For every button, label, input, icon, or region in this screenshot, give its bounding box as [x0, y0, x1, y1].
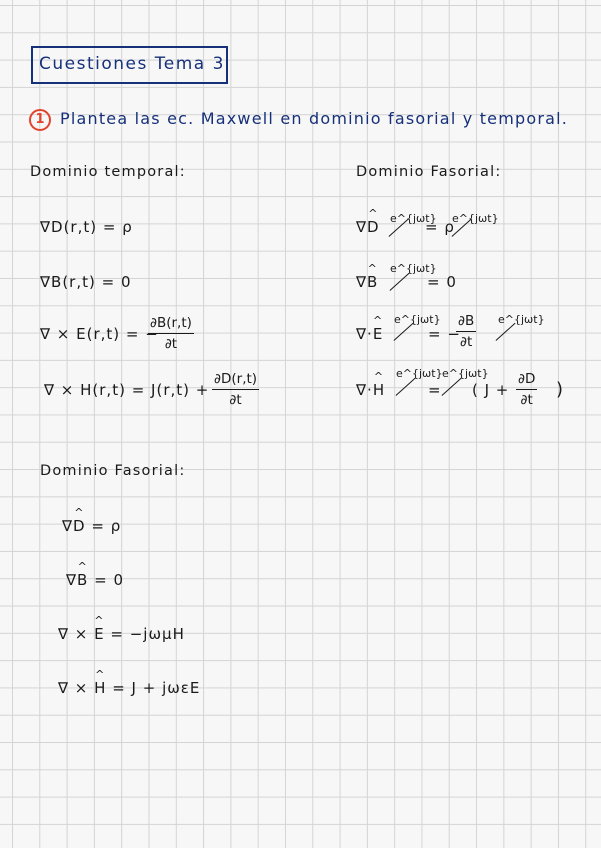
phasor-exponential-term: e^{jωt} [390, 212, 437, 225]
fraction-denominator: ∂t [459, 334, 473, 350]
h-hat: ^ H [94, 679, 106, 697]
temporal-eq-gauss-e: ∇D(r,t) = ρ [40, 218, 133, 236]
fasorial-bottom-eq3: ∇ × ^ E = −jωμH [58, 625, 185, 643]
phasor-exponential-term: e^{jωt} [390, 262, 437, 275]
d-hat: ^ D [367, 218, 380, 236]
d-hat: ^ D [73, 517, 86, 535]
fasorial-right-eq4-lhs: ∇·^ H [356, 381, 385, 399]
temporal-eq-ampere-lhs: ∇ × H(r,t) = J(r,t) + [44, 381, 210, 399]
h-hat: ^ H [373, 381, 385, 399]
question-number-badge: 1 [29, 109, 51, 131]
fasorial-right-heading: Dominio Fasorial: [356, 164, 502, 180]
b-hat: ^ B [367, 273, 378, 291]
fasorial-right-eq3-fraction [456, 313, 476, 350]
phasor-exponential-term: e^{jωt} [394, 313, 441, 326]
fraction-numerator: ∂D(r,t) [214, 371, 258, 387]
question-text: Plantea las ec. Maxwell en dominio fasorial y temporal. [60, 109, 569, 128]
temporal-eq-faraday-lhs: ∇ × E(r,t) = − [40, 325, 159, 343]
eq-rhs: = J + jωεE [112, 679, 201, 697]
fasorial-right-eq1-lhs: ∇^ D [356, 218, 380, 236]
fasorial-right-eq4-paren-open: ( J + [472, 381, 510, 399]
cancel-stroke [390, 273, 410, 291]
phasor-exponential-term: e^{jωt} [498, 313, 545, 326]
fraction-numerator: ∂B [458, 313, 475, 329]
fasorial-bottom-eq1: ∇^ D = ρ [62, 517, 121, 535]
e-hat: ^ E [94, 625, 104, 643]
e-hat: ^ E [373, 325, 383, 343]
fasorial-right-eq3-lhs: ∇·^ E [356, 325, 383, 343]
fraction-bar [148, 333, 194, 334]
phasor-exponential-term: e^{jωt} [396, 367, 443, 380]
fraction-numerator: ∂B(r,t) [150, 315, 192, 331]
fasorial-right-eq2-lhs: ∇^ B [356, 273, 378, 291]
fasorial-right-eq2-rhs: = 0 [427, 273, 457, 291]
fraction-denominator: ∂t [164, 336, 178, 352]
eq-rhs: = −jωμH [110, 625, 185, 643]
fraction-bar [212, 389, 259, 390]
fraction-denominator: ∂t [520, 392, 533, 408]
fasorial-bottom-eq4: ∇ × ^ H = J + jωεE [58, 679, 200, 697]
fasorial-right-eq3-mid: = − [428, 325, 461, 343]
temporal-eq-ampere-fraction [212, 371, 259, 408]
fraction-bar [456, 331, 476, 332]
temporal-eq-faraday-fraction [148, 315, 194, 352]
fasorial-right-eq4-mid: = [428, 381, 442, 399]
phasor-exponential-term: e^{jωt} [442, 367, 489, 380]
fasorial-right-eq4-paren-close: ) [556, 379, 565, 400]
fasorial-bottom-heading: Dominio Fasorial: [40, 463, 186, 479]
fasorial-bottom-eq2: ∇^ B = 0 [66, 571, 124, 589]
fasorial-right-eq4-fraction [516, 371, 537, 408]
eq-rhs: = 0 [94, 571, 125, 589]
fasorial-right-eq1-rhs: = ρ [425, 218, 455, 236]
cancel-stroke [442, 378, 462, 396]
fraction-bar [516, 389, 537, 390]
eq-rhs: = ρ [91, 517, 122, 535]
fraction-denominator: ∂t [229, 392, 242, 408]
temporal-eq-gauss-b: ∇B(r,t) = 0 [40, 273, 132, 291]
page-title: Cuestiones Tema 3 [39, 54, 225, 74]
b-hat: ^ B [77, 571, 88, 589]
temporal-heading: Dominio temporal: [30, 164, 186, 180]
phasor-exponential-term: e^{jωt} [452, 212, 499, 225]
fraction-numerator: ∂D [518, 371, 536, 387]
cancel-stroke [396, 378, 416, 396]
